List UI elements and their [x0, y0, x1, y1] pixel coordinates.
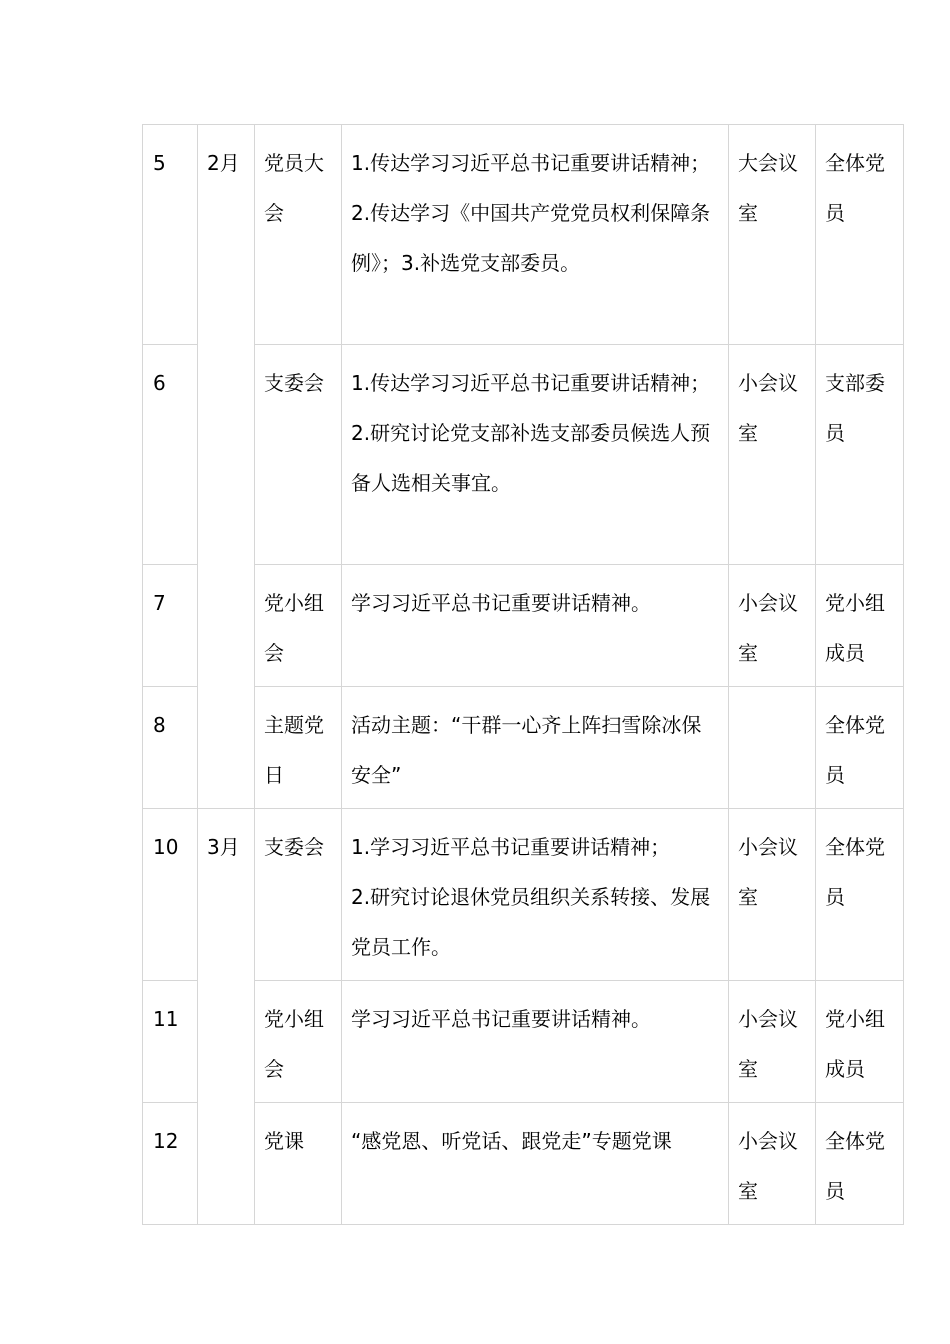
table-row [143, 687, 904, 809]
row-number: 5 [143, 125, 198, 345]
content-line: 1.学习习近平总书记重要讲话精神； [351, 835, 671, 859]
meeting-plan-table [142, 124, 904, 1225]
participants: 党小组成员 [816, 981, 904, 1103]
meeting-content [342, 565, 729, 687]
meeting-content [342, 125, 729, 345]
content-line: 2.研究讨论党支部补选支部委员候选人预备人选相关事宜。 [351, 421, 711, 495]
row-number: 11 [143, 981, 198, 1103]
content-line: “感党恩、听党话、跟党走”专题党课 [351, 1129, 672, 1153]
meeting-type: 支委会 [255, 809, 342, 981]
participants: 全体党员 [816, 1103, 904, 1225]
table-row [143, 981, 904, 1103]
table-row [143, 1103, 904, 1225]
meeting-type: 支委会 [255, 345, 342, 565]
content-line: 1.传达学习习近平总书记重要讲话精神； [351, 371, 711, 395]
meeting-type: 党小组会 [255, 565, 342, 687]
content-line: 学习习近平总书记重要讲话精神。 [351, 1007, 651, 1031]
meeting-type: 主题党日 [255, 687, 342, 809]
table-row [143, 565, 904, 687]
meeting-place: 小会议室 [729, 809, 816, 981]
participants: 全体党员 [816, 809, 904, 981]
content-line: 活动主题：“干群一心齐上阵扫雪除冰保安全” [351, 713, 702, 787]
meeting-content [342, 809, 729, 981]
month-cell: 2月 [198, 125, 255, 809]
meeting-content [342, 345, 729, 565]
participants: 全体党员 [816, 125, 904, 345]
row-number: 8 [143, 687, 198, 809]
content-line: 2.研究讨论退休党员组织关系转接、发展党员工作。 [351, 885, 711, 959]
participants: 支部委员 [816, 345, 904, 565]
meeting-place [729, 687, 816, 809]
meeting-type: 党小组会 [255, 981, 342, 1103]
meeting-content [342, 1103, 729, 1225]
meeting-content [342, 687, 729, 809]
meeting-type: 党课 [255, 1103, 342, 1225]
meeting-place: 小会议室 [729, 345, 816, 565]
participants: 党小组成员 [816, 565, 904, 687]
table-row [143, 809, 904, 981]
meeting-place: 大会议室 [729, 125, 816, 345]
content-line: 1.传达学习习近平总书记重要讲话精神； [351, 151, 711, 175]
meeting-type: 党员大会 [255, 125, 342, 345]
meeting-place: 小会议室 [729, 1103, 816, 1225]
row-number: 6 [143, 345, 198, 565]
content-line: 2.传达学习《中国共产党党员权利保障条例》；3.补选党支部委员。 [351, 201, 711, 275]
row-number: 12 [143, 1103, 198, 1225]
table-row [143, 125, 904, 345]
content-line: 学习习近平总书记重要讲话精神。 [351, 591, 651, 615]
month-cell: 3月 [198, 809, 255, 1225]
table-row [143, 345, 904, 565]
meeting-content [342, 981, 729, 1103]
row-number: 10 [143, 809, 198, 981]
meeting-place: 小会议室 [729, 565, 816, 687]
row-number: 7 [143, 565, 198, 687]
meeting-place: 小会议室 [729, 981, 816, 1103]
participants: 全体党员 [816, 687, 904, 809]
